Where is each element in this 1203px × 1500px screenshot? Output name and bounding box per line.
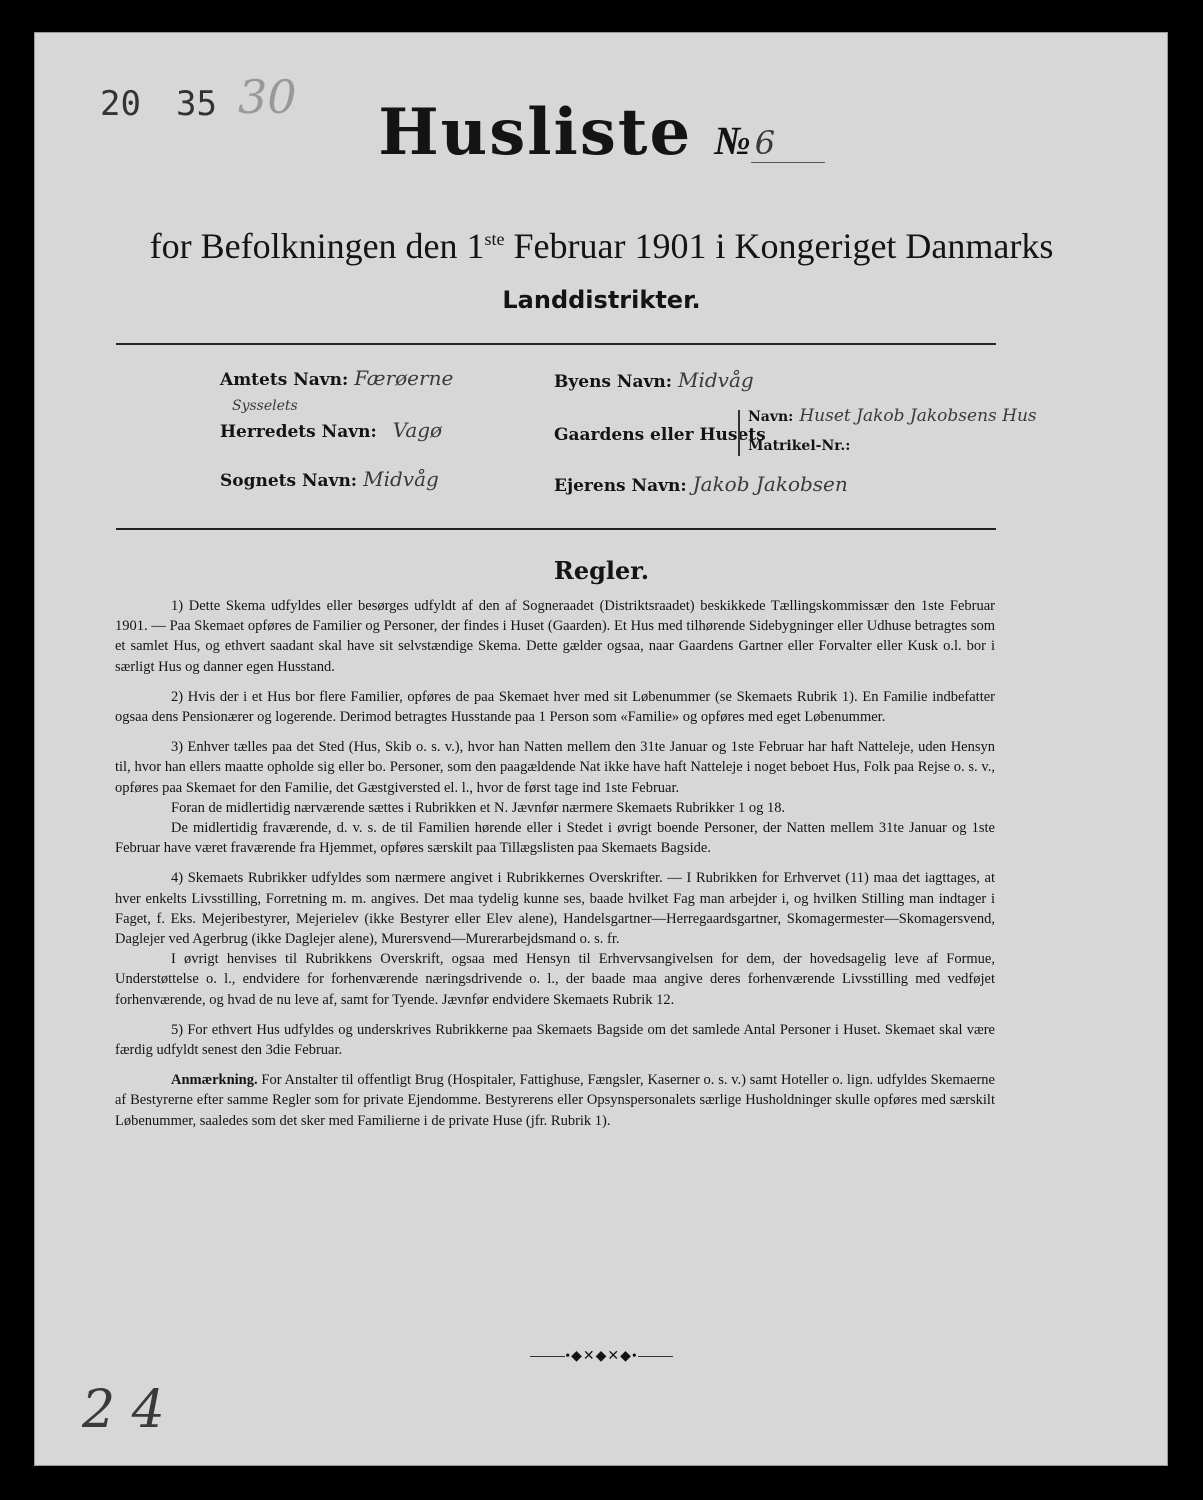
matrikel-label: Matrikel-Nr.: [748, 438, 851, 454]
subtitle-superscript: ste [484, 229, 505, 249]
navn-label: Navn: [748, 409, 794, 425]
gaard-field [554, 425, 766, 445]
annotation-text: For Anstalter til offentligt Brug (Hospitaler, Fattighuse, Fængsler, Kaserner o. s. v.) samt Hoteller o. lign. udfyldes Skemaerne af Bestyrerne efter samme Regler som for private Ejendomme. Bestyrerens eller Opsynspersonalets særlige Husholdninger skulle opføres med særskilt Løbenummer, saaledes som det sker med Familierne i de private Huse (jfr. Rubrik 1). [115, 1072, 995, 1129]
rule-1: 1) Dette Skema udfyldes eller besørges udfyldt af den af Sogneraadet (Distriktsraadet) beskikkede Tællingskommissær den 1ste Februar 1901. — Paa Skemaet opføres de Familier og Personer, der findes i Huset (Gaarden). Et Hus med tilhørende Sidebygninger eller Udhuse betragtes som et samlet Hus, og ethvert saadant skal have sit selvstændige Skema. Dette gælder ogsaa, naar Gaardens Gartner eller Forvalter eller Kusk o.l. bor i særligt Hus og danner egen Husstand. [115, 598, 995, 675]
herred-label: Herredets Navn: [220, 422, 377, 442]
ornament-line-right [638, 1356, 673, 1357]
by-label: Byens Navn: [554, 372, 672, 392]
subtitle-part-2: Februar 1901 i Kongeriget Danmarks [504, 226, 1054, 266]
ornament [0, 1348, 1203, 1365]
bottom-handwritten-number: 2 4 [82, 1380, 165, 1440]
navn-field [748, 406, 1037, 426]
district-heading: Landdistrikter. [502, 286, 701, 314]
rule-2: 2) Hvis der i et Hus bor flere Familier, opføres de paa Skemaet hver med sit Løbenummer (se Skemaets Rubrik 1). En Familie indbefatter ogsaa dens Pensionærer og logerende. Derimod betragtes Husstande paa 1 Person som «Familie» og opføres med eget Løbenummer. [115, 688, 995, 726]
ornament-glyphs: •◆✕◆✕◆• [565, 1349, 638, 1364]
rule-5: 5) For ethvert Hus udfyldes og underskrives Rubrikkerne paa Skemaets Bagside om det samlede Antal Personer i Huset. Skemaet skal være færdig udfyldt senest den 3die Februar. [115, 1021, 995, 1059]
sogn-field [220, 467, 439, 491]
matrikel-field [748, 438, 850, 454]
annotation-paragraph [115, 1070, 995, 1131]
subtitle-part-1: for Befolkningen den 1 [149, 226, 485, 266]
rule-4b: I øvrigt henvises til Rubrikkens Overskrift, ogsaa med Hensyn til Erhvervsangivelsen for dem, der hovedsagelig leve af Formue, Understøttelse o. l., endvidere for forhenværende næringsdrivende o. l., der baade maa angive deres forhenværende Livsstilling med vedføjet forhenværende, og hvad de nu leve af, samt for Tyende. Jævnfør endvidere Skemaets Rubrik 12. [115, 951, 995, 1008]
house-list-number: 6 [751, 124, 825, 163]
annotation-label: Anmærkning. [171, 1072, 258, 1089]
gaard-label: Gaardens eller Husets [554, 425, 766, 445]
ejer-label: Ejerens Navn: [554, 476, 687, 496]
amt-label: Amtets Navn: [220, 370, 349, 390]
amt-field [220, 366, 453, 390]
sysselets-annotation: Sysselets [232, 398, 298, 414]
ejer-value: Jakob Jakobsen [692, 472, 848, 496]
number-sign: № [714, 118, 751, 163]
rules-heading: Regler. [553, 556, 650, 585]
amt-value: Færøerne [354, 366, 454, 390]
page-title [0, 95, 1203, 170]
stamp-number-2: 35 [176, 84, 217, 124]
herred-value: Vagø [392, 418, 443, 442]
by-value: Midvåg [677, 368, 754, 392]
ornament-line-left [530, 1356, 565, 1357]
rule-3b: Foran de midlertidig nærværende sættes i Rubrikken et N. Jævnfør nærmere Skemaets Rubrikker 1 og 18. [171, 799, 786, 816]
rule-3c: De midlertidig fraværende, d. v. s. de til Familien hørende eller i Stedet i øvrigt boende Personer, der Natten mellem 31te Januar og 1ste Februar have været fraværende fra Hjemmet, opføres særskilt paa Tillægslisten paa Skemaets Bagside. [115, 820, 995, 857]
stamp-number-1: 20 [100, 84, 141, 124]
ejer-field [554, 472, 848, 496]
navn-value: Huset Jakob Jakobsens Hus [799, 406, 1037, 426]
handwritten-number: 30 [238, 70, 297, 124]
rule-4: 4) Skemaets Rubrikker udfyldes som nærmere angivet i Rubrikkernes Overskrifter. — I Rubrikken for Erhvervet (11) maa det iagttages, at hver enkelts Livsstilling, Forretning m. m. angives. Det maa tydelig kunne ses, baade hvilket Fag man arbejder i, og hvilken Stilling man indtager i Faget, f. Eks. Mejeribestyrer, Mejerielev (ikke Bestyrer eller Elev alene), Handelsgartner—Herregaardsgartner, Skomagermester—Skomagersvend, Daglejer ved Agerbrug (ikke Daglejer alene), Murersvend—Murerarbejdsmand o. s. fr. [115, 870, 995, 948]
divider-top [116, 343, 996, 345]
by-field [554, 368, 754, 392]
herred-field [220, 418, 442, 442]
rules-text [115, 596, 995, 1141]
title-husliste: Husliste [378, 95, 693, 170]
rule-3: 3) Enhver tælles paa det Sted (Hus, Skib o. s. v.), hvor han Natten mellem den 31te Januar og 1ste Februar har haft Natteleje, uden Hensyn til, hvor han ellers maatte opholde sig eller bo. Personer, som den paagældende Nat ikke have haft Natteleje i noget beboet Hus, Folk paa Rejse o. s. v., opføres paa Skemaet for den Familie, det Gæstgiversted el. l., hvor de først tage ind 1ste Februar. [115, 739, 995, 796]
subtitle [0, 225, 1203, 267]
bracket [738, 410, 740, 456]
divider-middle [116, 528, 996, 530]
sogn-label: Sognets Navn: [220, 471, 358, 491]
sogn-value: Midvåg [363, 467, 439, 491]
